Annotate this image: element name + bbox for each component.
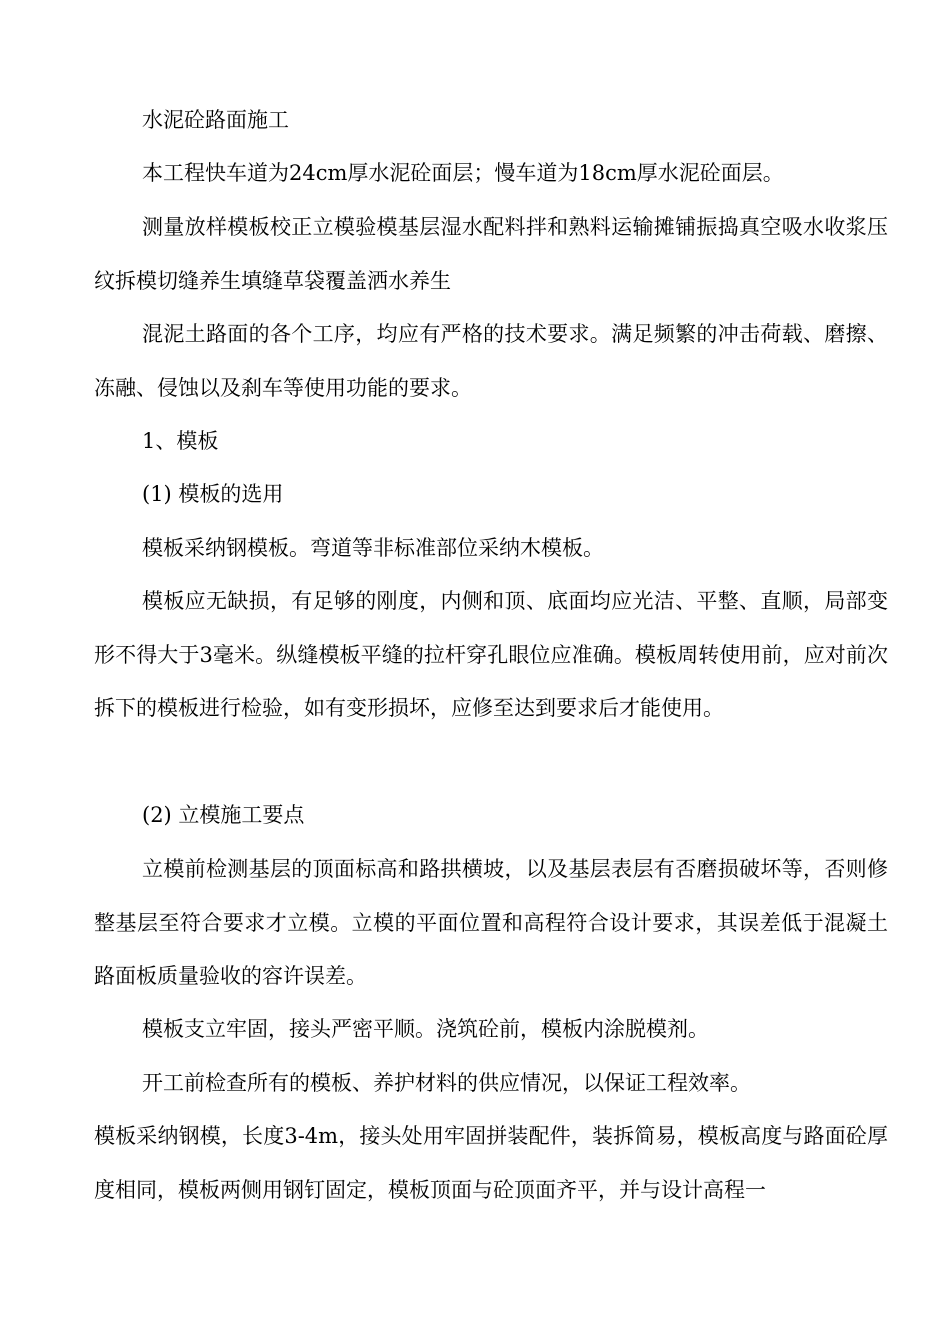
subsection-heading: 1、模板	[142, 429, 219, 453]
section-heading: 水泥砼路面施工	[142, 108, 289, 132]
paragraph: 本工程快车道为24cm厚水泥砼面层；慢车道为18cm厚水泥砼面层。	[142, 161, 784, 185]
subsection-heading: (2) 立模施工要点	[142, 803, 305, 827]
paragraph: 测量放样模板校正立模验模基层湿水配料拌和熟料运输摊铺振捣真空吸水收浆压纹拆模切缝养生填缝草袋覆盖洒水养生	[94, 215, 888, 293]
paragraph: 模板采纳钢模板。弯道等非标准部位采纳木模板。	[142, 536, 604, 560]
paragraph: 混泥土路面的各个工序，均应有严格的技术要求。满足频繁的冲击荷载、磨擦、冻融、侵蚀以及刹车等使用功能的要求。	[94, 322, 888, 400]
paragraph: 模板采纳钢模，长度3-4m，接头处用牢固拼装配件，装拆简易，模板高度与路面砼厚度相同，模板两侧用钢钉固定，模板顶面与砼顶面齐平，并与设计高程一	[94, 1124, 888, 1202]
paragraph: 模板支立牢固，接头严密平顺。浇筑砼前，模板内涂脱模剂。	[142, 1017, 709, 1041]
paragraph: 模板应无缺损，有足够的刚度，内侧和顶、底面均应光洁、平整、直顺，局部变形不得大于3毫米。纵缝模板平缝的拉杆穿孔眼位应准确。模板周转使用前，应对前次拆下的模板进行检验，如有变形损坏，应修至达到要求后才能使用。	[94, 589, 888, 720]
subsection-heading: (1) 模板的选用	[142, 482, 284, 506]
paragraph: 立模前检测基层的顶面标高和路拱横坡，以及基层表层有否磨损破坏等，否则修整基层至符合要求才立模。立模的平面位置和高程符合设计要求，其误差低于混凝土路面板质量验收的容许误差。	[94, 857, 888, 988]
paragraph: 开工前检查所有的模板、养护材料的供应情况，以保证工程效率。	[142, 1071, 751, 1095]
